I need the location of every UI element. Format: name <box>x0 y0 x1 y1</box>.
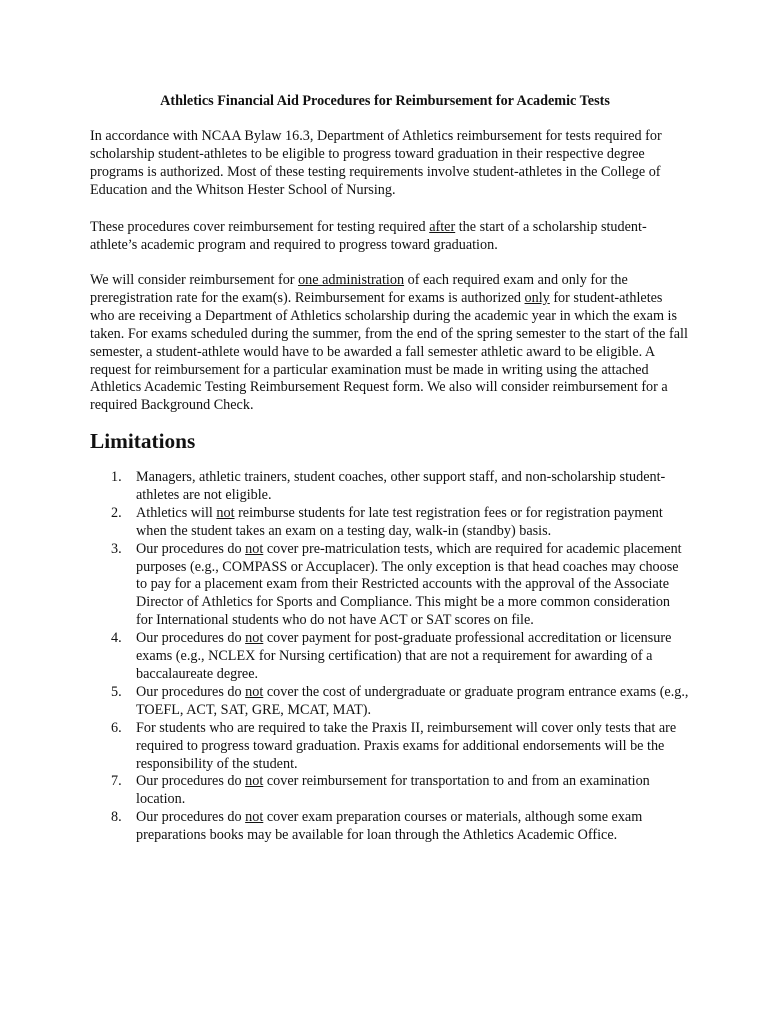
list-item-number: 6. <box>111 719 122 736</box>
reimbursement-text-a: We will consider reimbursement for <box>90 272 299 288</box>
list-item-underline: not <box>245 540 264 557</box>
list-item-text: Our procedures do <box>136 540 246 557</box>
list-item-text: Our procedures do <box>136 809 246 826</box>
list-item-underline: not <box>216 504 235 521</box>
list-item-text: cover exam preparation courses or materials, although some exam preparations books may be available for loan through the Athletics Academic Office. <box>136 809 643 844</box>
list-item <box>90 630 690 684</box>
list-item-text: cover pre-matriculation tests, which are required for academic placement purposes (e.g., COMPASS or Accuplacer). The only exception is that head coaches may choose to pay for a placement exam from their Restricted accounts with the approval of the Associate Director of Athletics for Sports and Compliance. This might be a more common consideration for International students who do not have ACT or SAT scores on file. <box>136 540 682 629</box>
list-item-text: reimburse students for late test registration fees or for registration payment when the student takes an exam on a testing day, walk-in (standby) basis. <box>136 504 663 539</box>
document-title: Athletics Financial Aid Procedures for Reimbursement for Academic Tests <box>160 93 610 109</box>
list-item <box>90 469 690 505</box>
list-item <box>90 505 690 541</box>
list-item-number: 5. <box>111 683 122 700</box>
reimbursement-underline-only: only <box>524 289 550 306</box>
list-item <box>90 684 690 720</box>
list-item <box>90 720 690 774</box>
list-item-number: 4. <box>111 630 122 647</box>
scope-underline-after: after <box>429 219 456 235</box>
list-item-underline: not <box>245 809 264 826</box>
list-item-text: cover the cost of undergraduate or graduate program entrance exams (e.g., TOEFL, ACT, SAT, GRE, MCAT, MAT). <box>136 683 689 718</box>
reimbursement-paragraph <box>90 272 690 415</box>
reimbursement-text-b: of each required exam and only for the preregistration rate for the exam(s). Reimbursement for exams is authorized <box>90 272 628 306</box>
intro-paragraph: In accordance with NCAA Bylaw 16.3, Department of Athletics reimbursement for tests required for scholarship student-athletes to be eligible to progress toward graduation in their respective degree programs is authorized. Most of these testing requirements involve student-athletes in the College of Education and the Whitson Hester School of Nursing. <box>90 128 662 198</box>
list-item-text: Managers, athletic trainers, student coaches, other support staff, and non-scholarship student-athletes are not eligible. <box>136 469 666 503</box>
list-item <box>90 809 690 845</box>
limitations-heading: Limitations <box>90 429 196 453</box>
list-item <box>90 773 690 809</box>
list-item-text: Our procedures do <box>136 683 246 700</box>
scope-text-b: the start of a scholarship student-athlete’s academic program and required to progress toward graduation. <box>90 219 647 253</box>
list-item-text: Our procedures do <box>136 630 246 647</box>
list-item-text: For students who are required to take the Praxis II, reimbursement will cover only tests that are required to progress toward graduation. Praxis exams for additional endorsements will be the responsibility of the student. <box>136 719 677 772</box>
list-item-underline: not <box>245 630 264 647</box>
list-item-text: cover payment for post-graduate professional accreditation or licensure exams (e.g., NCLEX for Nursing certification) that are not a requirement for awarding of a baccalaureate degree. <box>136 630 672 682</box>
reimbursement-text-c: for student-athletes who are receiving a Department of Athletics scholarship during the academic year in which the exam is taken. For exams scheduled during the summer, from the end of the spring semester to the start of the fall semester, a student-athlete would have to be awarded a fall semester athletic award to be eligible. A request for reimbursement for a particular examination must be made in writing using the attached Athletics Academic Testing Reimbursement Request form. We also will consider reimbursement for a required Background Check. <box>90 289 688 414</box>
list-item-number: 7. <box>111 773 122 790</box>
reimbursement-underline-one-administration: one administration <box>298 272 405 288</box>
limitations-list <box>90 469 690 845</box>
list-item <box>90 541 690 631</box>
scope-text-a: These procedures cover reimbursement for testing required <box>90 219 430 235</box>
scope-paragraph <box>90 219 690 255</box>
list-item-number: 3. <box>111 540 122 557</box>
list-item-number: 8. <box>111 809 122 826</box>
list-item-text: Athletics will <box>136 504 217 521</box>
list-item-text: cover reimbursement for transportation to and from an examination location. <box>136 773 650 808</box>
list-item-underline: not <box>245 683 264 700</box>
list-item-underline: not <box>245 773 264 790</box>
list-item-number: 2. <box>111 504 122 521</box>
list-item-text: Our procedures do <box>136 773 246 790</box>
list-item-number: 1. <box>111 469 122 485</box>
